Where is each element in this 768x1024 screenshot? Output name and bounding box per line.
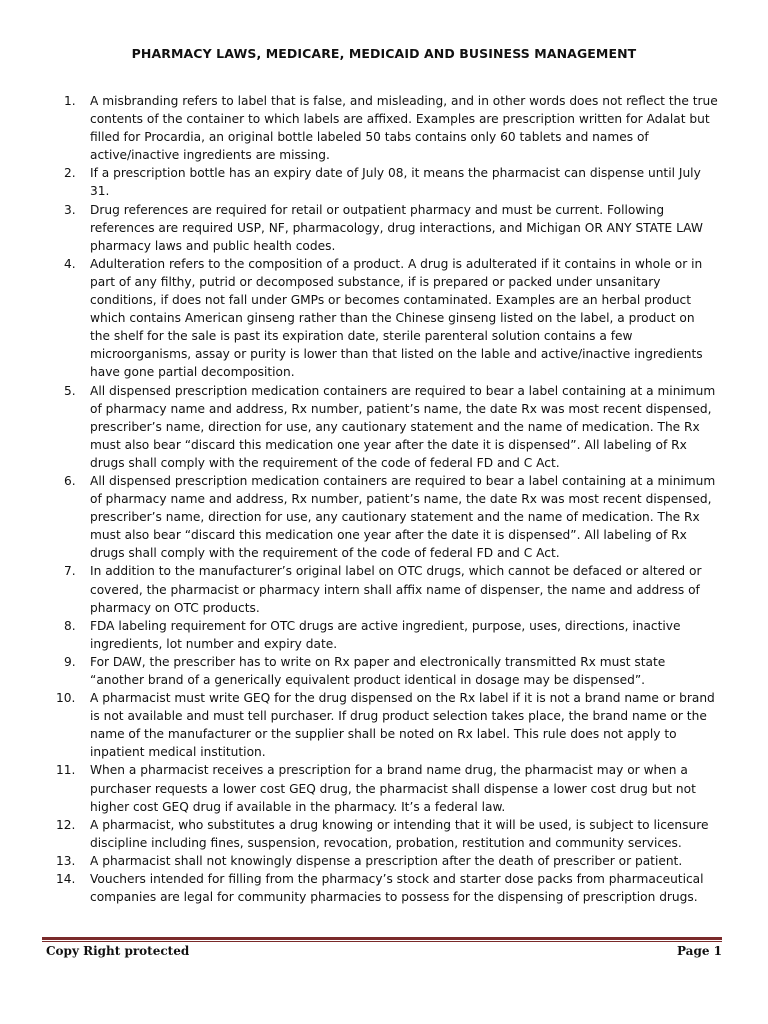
- item-number: 7.: [64, 564, 76, 579]
- list-item: [0, 92, 768, 164]
- item-text: Vouchers intended for filling from the pharmacy’s stock and starter dose packs from pharmaceutical companies are legal for community pharmacies to possess for the dispensing of prescription drugs.: [90, 872, 704, 905]
- list-item: [0, 164, 768, 200]
- item-text: All dispensed prescription medication containers are required to bear a label containing at a minimum of pharmacy name and address, Rx number, patient’s name, the date Rx was most recent dispensed, prescriber’s name, direction for use, any cautionary statement and the name of medication. The Rx must also bear “discard this medication one year after the date it is dispensed”. All labeling of Rx drugs shall comply with the requirement of the code of federal FD and C Act.: [90, 383, 716, 470]
- item-text: A pharmacist must write GEQ for the drug dispensed on the Rx label if it is not a brand name or brand is not available and must tell purchaser. If drug product selection takes place, the brand name or the name of the manufacturer or the supplier shall be noted on Rx label. This rule does not apply to inpatient medical institution.: [90, 691, 715, 760]
- item-number: 11.: [56, 763, 76, 778]
- numbered-list: [0, 92, 768, 906]
- list-item: [0, 382, 768, 472]
- item-text: Drug references are required for retail or outpatient pharmacy and must be current. Following references are required USP, NF, pharmacology, drug interactions, and Michigan OR ANY STATE LAW pharmacy laws and public health codes.: [90, 202, 703, 253]
- item-text: FDA labeling requirement for OTC drugs are active ingredient, purpose, uses, directions, inactive ingredients, lot number and expiry date.: [90, 618, 681, 651]
- page-number: Page 1: [676, 944, 722, 958]
- item-text: Adulteration refers to the composition of a product. A drug is adulterated if it contains in whole or in part of any filthy, putrid or decomposed substance, if is prepared or packed under unsanitary conditions, if does not fall under GMPs or becomes contaminated. Examples are an herbal product which contains American ginseng rather than the Chinese ginseng listed on the label, a product on the shelf for the sale is past its expiration date, sterile parenteral solution contains a few microorganisms, assay or purity is lower than that listed on the lable and active/inactive ingredients have gone partial decomposition.: [90, 256, 703, 380]
- footer-divider-thin: [42, 941, 722, 942]
- list-item: [0, 816, 768, 852]
- item-number: 6.: [64, 473, 76, 488]
- item-text: For DAW, the prescriber has to write on Rx paper and electronically transmitted Rx must state “another brand of a generically equivalent product identical in dosage may be dispensed”.: [90, 654, 666, 687]
- item-number: 9.: [64, 654, 76, 669]
- list-item: [0, 689, 768, 761]
- item-number: 5.: [64, 383, 76, 398]
- document-title: PHARMACY LAWS, MEDICARE, MEDICAID AND BUSINESS MANAGEMENT: [131, 46, 637, 61]
- item-text: In addition to the manufacturer’s original label on OTC drugs, which cannot be defaced or altered or covered, the pharmacist or pharmacy intern shall affix name of dispenser, the name and address of pharmacy on OTC products.: [90, 564, 702, 615]
- footer-divider: [42, 937, 722, 940]
- list-item: [0, 201, 768, 255]
- item-number: 3.: [64, 202, 76, 217]
- item-text: A pharmacist, who substitutes a drug knowing or intending that it will be used, is subject to licensure discipline including fines, suspension, revocation, probation, restitution and community services.: [90, 817, 709, 850]
- item-number: 8.: [64, 618, 76, 633]
- item-number: 14.: [56, 872, 76, 887]
- item-text: When a pharmacist receives a prescription for a brand name drug, the pharmacist may or when a purchaser requests a lower cost GEQ drug, the pharmacist shall dispense a lower cost drug but not higher cost GEQ drug if available in the pharmacy. It’s a federal law.: [90, 763, 696, 814]
- list-item: [0, 617, 768, 653]
- list-item: [0, 852, 768, 870]
- item-number: 2.: [64, 166, 76, 181]
- item-number: 10.: [56, 691, 76, 706]
- item-number: 4.: [64, 256, 76, 271]
- list-item: [0, 472, 768, 562]
- list-item: [0, 653, 768, 689]
- item-text: If a prescription bottle has an expiry date of July 08, it means the pharmacist can dispense until July 31.: [90, 166, 701, 199]
- list-item: [0, 761, 768, 815]
- item-number: 1.: [64, 94, 76, 108]
- item-text: A misbranding refers to label that is false, and misleading, and in other words does not reflect the true contents of the container to which labels are affixed. Examples are prescription written for Adalat but filled for Procardia, an original bottle labeled 50 tabs contains only 60 tablets and names of active/inactive ingredients are missing.: [90, 94, 718, 163]
- copyright-footer: Copy Right protected: [46, 944, 190, 958]
- list-item: [0, 255, 768, 382]
- item-number: 13.: [56, 853, 76, 868]
- item-number: 12.: [56, 817, 76, 832]
- item-text: All dispensed prescription medication containers are required to bear a label containing at a minimum of pharmacy name and address, Rx number, patient’s name, the date Rx was most recent dispensed, prescriber’s name, direction for use, any cautionary statement and the name of medication. The Rx must also bear “discard this medication one year after the date it is dispensed”. All labeling of Rx drugs shall comply with the requirement of the code of federal FD and C Act.: [90, 473, 716, 561]
- list-item: [0, 870, 768, 906]
- item-text: A pharmacist shall not knowingly dispense a prescription after the death of prescriber or patient.: [90, 853, 683, 868]
- list-item: [0, 562, 768, 616]
